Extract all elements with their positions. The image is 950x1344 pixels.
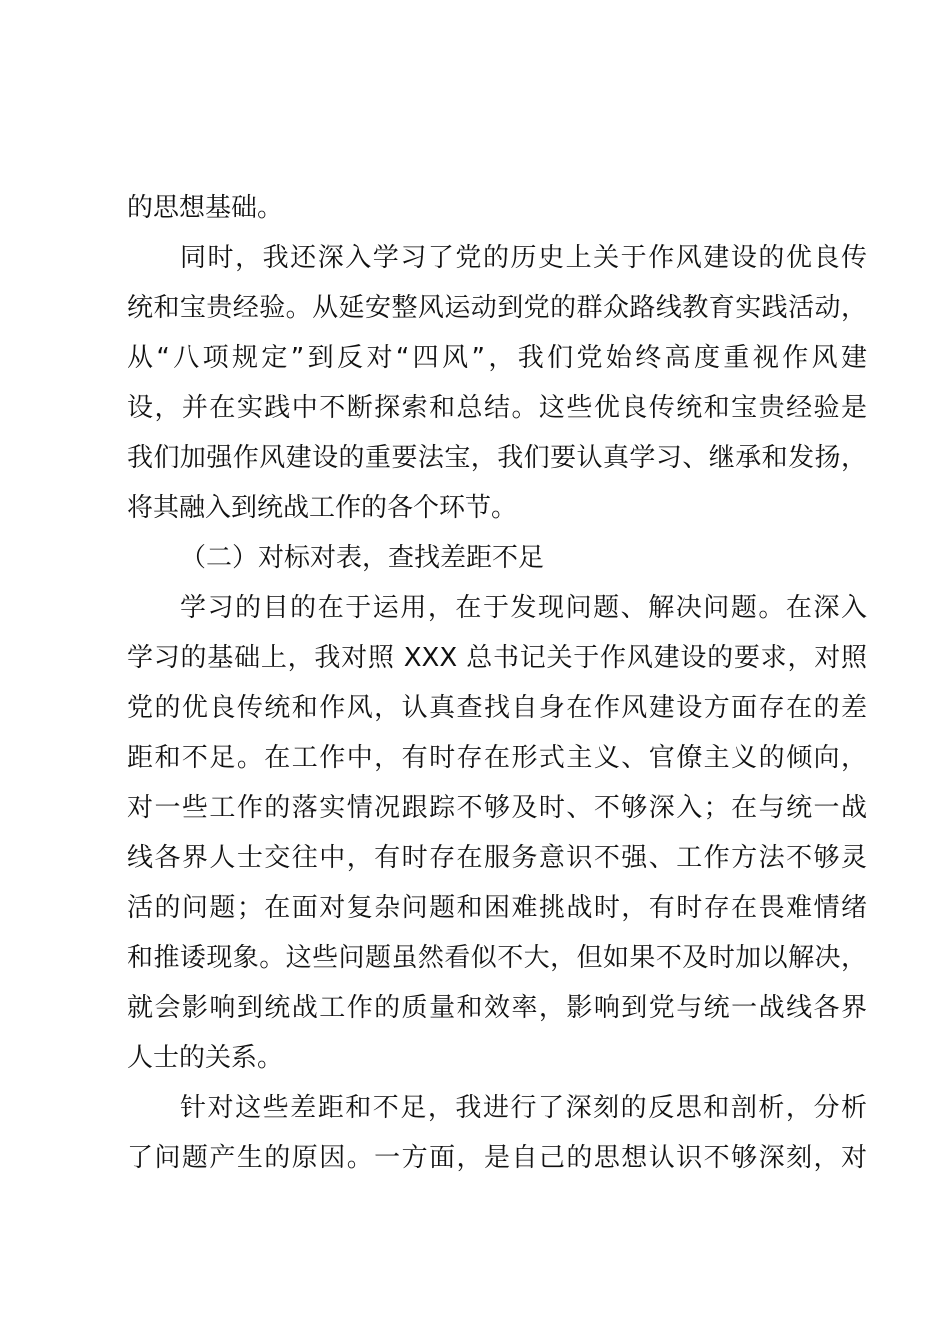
paragraph-first-line: 学习的目的在于运用，在于发现问题、解决问题。在深入 <box>180 593 867 623</box>
text-line: 将其融入到统战工作的各个环节。 <box>127 493 518 523</box>
text-line: 了问题产生的原因。一方面，是自己的思想认识不够深刻，对 <box>127 1143 867 1173</box>
text-line: 距和不足。在工作中，有时存在形式主义、官僚主义的倾向， <box>127 743 867 773</box>
section-heading: （二）对标对表，查找差距不足 <box>180 543 545 573</box>
text-line: 线各界人士交往中，有时存在服务意识不强、工作方法不够灵 <box>127 843 867 873</box>
text-line: 设，并在实践中不断探索和总结。这些优良传统和宝贵经验是 <box>127 393 867 423</box>
paragraph-first-line: 针对这些差距和不足，我进行了深刻的反思和剖析，分析 <box>180 1093 867 1123</box>
text-line: 的思想基础。 <box>127 193 284 223</box>
text-line: 从“八项规定”到反对“四风”，我们党始终高度重视作风建 <box>127 343 867 373</box>
text-line: 学习的基础上，我对照 XXX 总书记关于作风建设的要求，对照 <box>127 643 867 673</box>
text-line: 活的问题；在面对复杂问题和困难挑战时，有时存在畏难情绪 <box>127 893 867 923</box>
text-line: 统和宝贵经验。从延安整风运动到党的群众路线教育实践活动， <box>127 293 867 323</box>
text-line: 对一些工作的落实情况跟踪不够及时、不够深入；在与统一战 <box>127 793 867 823</box>
text-line: 我们加强作风建设的重要法宝，我们要认真学习、继承和发扬， <box>127 443 867 473</box>
text-line: 和推诿现象。这些问题虽然看似不大，但如果不及时加以解决， <box>127 943 867 973</box>
paragraph-first-line: 同时，我还深入学习了党的历史上关于作风建设的优良传 <box>180 243 867 273</box>
text-line: 党的优良传统和作风，认真查找自身在作风建设方面存在的差 <box>127 693 867 723</box>
text-line: 人士的关系。 <box>127 1043 284 1073</box>
text-line: 就会影响到统战工作的质量和效率，影响到党与统一战线各界 <box>127 993 867 1023</box>
